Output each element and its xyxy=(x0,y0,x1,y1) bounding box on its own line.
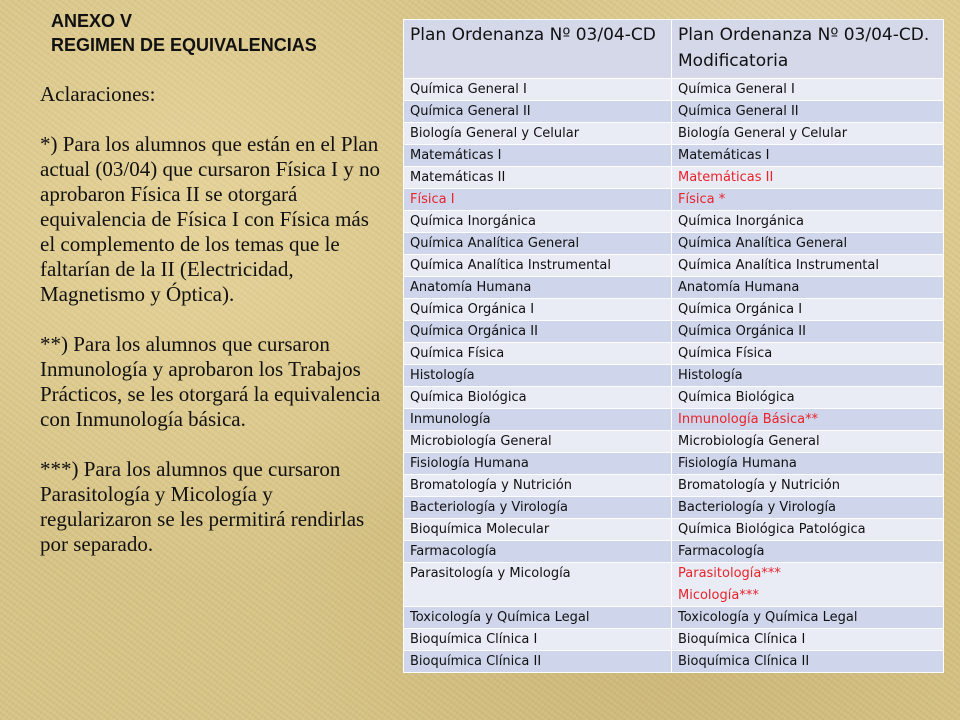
old-subject: Toxicología y Química Legal xyxy=(404,607,672,629)
table-row xyxy=(404,233,944,255)
old-subject: Histología xyxy=(404,365,672,387)
old-subject: Química Orgánica II xyxy=(404,321,672,343)
new-subject: Bacteriología y Virología xyxy=(672,497,944,519)
column-header-new-plan: Plan Ordenanza Nº 03/04-CD. Modificatoria xyxy=(672,20,944,79)
old-subject: Química Analítica Instrumental xyxy=(404,255,672,277)
new-subject: Química Biológica Patológica xyxy=(672,519,944,541)
old-subject: Microbiología General xyxy=(404,431,672,453)
new-subject: Toxicología y Química Legal xyxy=(672,607,944,629)
old-subject-modified: Física I xyxy=(404,189,672,211)
table-row xyxy=(404,497,944,519)
new-subject: Química Física xyxy=(672,343,944,365)
new-subject-modified: Física * xyxy=(672,189,944,211)
table-row xyxy=(404,189,944,211)
table-row xyxy=(404,321,944,343)
old-subject: Química General II xyxy=(404,101,672,123)
new-subject: Farmacología xyxy=(672,541,944,563)
table-row xyxy=(404,365,944,387)
old-subject: Bioquímica Molecular xyxy=(404,519,672,541)
table-row xyxy=(404,563,944,607)
table-row xyxy=(404,167,944,189)
new-subject: Microbiología General xyxy=(672,431,944,453)
old-subject: Inmunología xyxy=(404,409,672,431)
new-subject: Química General II xyxy=(672,101,944,123)
table-row xyxy=(404,299,944,321)
note-parasitologia: ***) Para los alumnos que cursaron Parasitología y Micología y regularizaron se les permitirá rendirlas por separado. xyxy=(40,457,365,556)
new-subject: Química Inorgánica xyxy=(672,211,944,233)
new-subject: Anatomía Humana xyxy=(672,277,944,299)
old-subject: Bioquímica Clínica II xyxy=(404,651,672,673)
table-row xyxy=(404,409,944,431)
table-row xyxy=(404,629,944,651)
new-subject-parasitologia: Parasitología*** xyxy=(678,566,781,581)
column-header-old-plan: Plan Ordenanza Nº 03/04-CD xyxy=(404,20,672,79)
table-row xyxy=(404,607,944,629)
old-subject: Química Orgánica I xyxy=(404,299,672,321)
note-inmunologia: **) Para los alumnos que cursaron Inmunología y aprobaron los Trabajos Prácticos, se les otorgará la equivalencia con Inmunología básica. xyxy=(40,332,381,431)
new-subject: Química Orgánica II xyxy=(672,321,944,343)
annex-number: ANEXO V xyxy=(51,11,133,31)
table-row xyxy=(404,277,944,299)
new-subject: Química Biológica xyxy=(672,387,944,409)
old-subject: Anatomía Humana xyxy=(404,277,672,299)
old-subject: Fisiología Humana xyxy=(404,453,672,475)
old-subject: Parasitología y Micología xyxy=(404,563,672,607)
new-subject: Histología xyxy=(672,365,944,387)
table-row xyxy=(404,79,944,101)
table-row xyxy=(404,651,944,673)
new-subject: Química General I xyxy=(672,79,944,101)
table-row xyxy=(404,541,944,563)
table-row xyxy=(404,475,944,497)
new-subject-modified: Matemáticas II xyxy=(672,167,944,189)
table-header-row xyxy=(404,20,944,79)
new-subject: Biología General y Celular xyxy=(672,123,944,145)
equivalence-table-container xyxy=(403,19,943,673)
note-fisica: *) Para los alumnos que están en el Plan actual (03/04) que cursaron Física I y no aprobaron Física II se otorgará equivalencia de Física I con Física más el complemento de los temas que le faltarían de la II (Electricidad, Magnetismo y Óptica). xyxy=(40,132,380,306)
clarifications xyxy=(40,82,385,582)
old-subject: Matemáticas II xyxy=(404,167,672,189)
old-subject: Química Física xyxy=(404,343,672,365)
new-subject-modified: Inmunología Básica** xyxy=(672,409,944,431)
table-row xyxy=(404,431,944,453)
old-subject: Biología General y Celular xyxy=(404,123,672,145)
new-subject: Bioquímica Clínica I xyxy=(672,629,944,651)
annex-subtitle: REGIMEN DE EQUIVALENCIAS xyxy=(51,35,317,55)
new-subject: Fisiología Humana xyxy=(672,453,944,475)
table-row xyxy=(404,343,944,365)
table-row xyxy=(404,453,944,475)
table-row xyxy=(404,255,944,277)
new-subject: Matemáticas I xyxy=(672,145,944,167)
new-subject-micologia: Micología*** xyxy=(678,588,759,603)
table-row xyxy=(404,145,944,167)
table-row xyxy=(404,519,944,541)
old-subject: Matemáticas I xyxy=(404,145,672,167)
new-subject: Química Analítica General xyxy=(672,233,944,255)
equivalence-table xyxy=(403,19,944,673)
clarifications-heading: Aclaraciones: xyxy=(40,82,156,106)
new-subject-split xyxy=(672,563,944,607)
table-row xyxy=(404,101,944,123)
old-subject: Bacteriología y Virología xyxy=(404,497,672,519)
annex-title xyxy=(51,9,317,57)
old-subject: Química Inorgánica xyxy=(404,211,672,233)
new-subject: Química Orgánica I xyxy=(672,299,944,321)
old-subject: Química General I xyxy=(404,79,672,101)
new-subject: Química Analítica Instrumental xyxy=(672,255,944,277)
old-subject: Química Biológica xyxy=(404,387,672,409)
old-subject: Bromatología y Nutrición xyxy=(404,475,672,497)
table-row xyxy=(404,123,944,145)
old-subject: Bioquímica Clínica I xyxy=(404,629,672,651)
new-subject: Bioquímica Clínica II xyxy=(672,651,944,673)
old-subject: Farmacología xyxy=(404,541,672,563)
new-subject: Bromatología y Nutrición xyxy=(672,475,944,497)
table-row xyxy=(404,387,944,409)
old-subject: Química Analítica General xyxy=(404,233,672,255)
table-row xyxy=(404,211,944,233)
